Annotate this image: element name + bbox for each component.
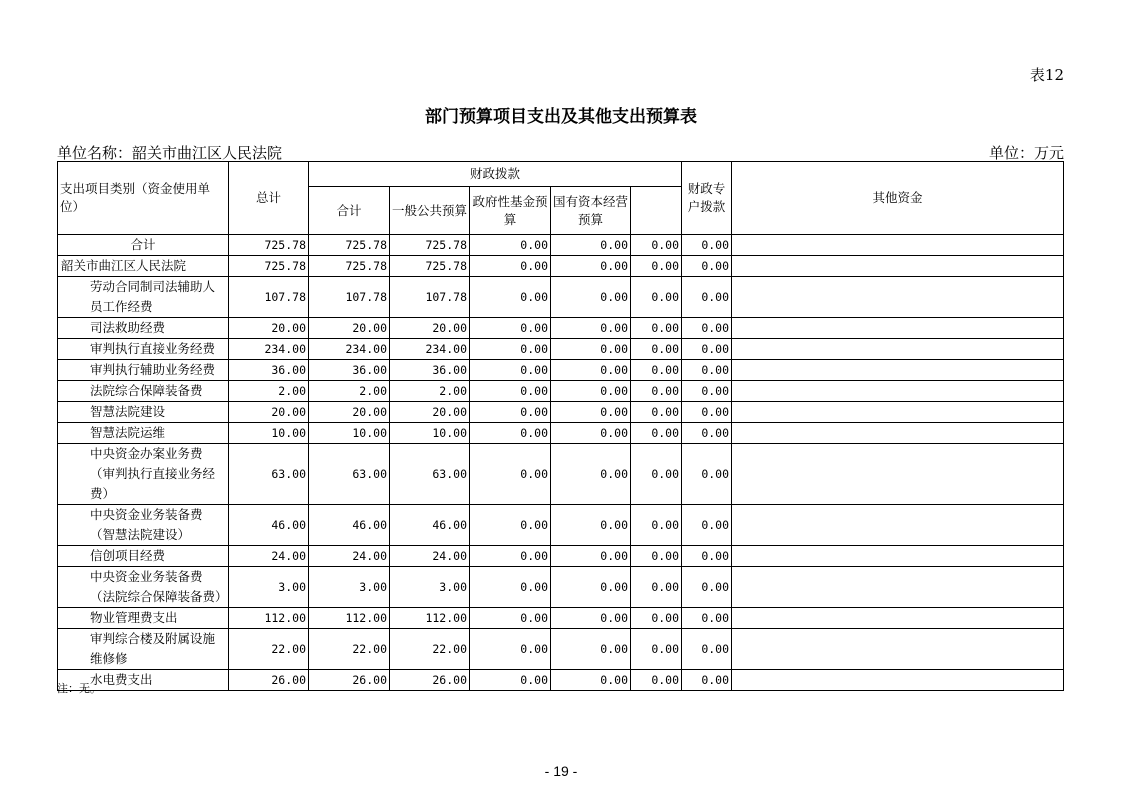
row-other-cell: 0.00 [682, 546, 732, 567]
table-row [58, 505, 1064, 546]
row-state-capital-cell: 0.00 [551, 235, 631, 256]
row-goal-cell [732, 608, 1064, 629]
row-other-cell: 0.00 [682, 318, 732, 339]
row-state-capital-cell: 0.00 [551, 277, 631, 318]
row-total-cell: 26.00 [229, 670, 309, 691]
row-total-cell: 63.00 [229, 444, 309, 505]
row-general-cell: 63.00 [390, 444, 470, 505]
row-goal-cell [732, 235, 1064, 256]
row-subtotal-cell: 46.00 [309, 505, 390, 546]
budget-table [57, 161, 1064, 691]
row-general-cell: 20.00 [390, 402, 470, 423]
row-subtotal-cell: 725.78 [309, 235, 390, 256]
row-state-capital-cell: 0.00 [551, 402, 631, 423]
header-state-capital: 国有资本经营预算 [551, 187, 631, 235]
row-gov-fund-cell: 0.00 [470, 444, 551, 505]
row-gov-fund-cell: 0.00 [470, 318, 551, 339]
row-subtotal-cell: 24.00 [309, 546, 390, 567]
row-general-cell: 107.78 [390, 277, 470, 318]
row-gov-fund-cell: 0.00 [470, 423, 551, 444]
header-category: 支出项目类别（资金使用单位） [58, 162, 229, 235]
row-special-cell: 0.00 [631, 629, 682, 670]
document-title: 部门预算项目支出及其他支出预算表 [425, 107, 697, 127]
row-gov-fund-cell: 0.00 [470, 256, 551, 277]
row-general-cell: 725.78 [390, 256, 470, 277]
row-other-cell: 0.00 [682, 505, 732, 546]
row-total-cell: 234.00 [229, 339, 309, 360]
row-goal-cell [732, 505, 1064, 546]
row-state-capital-cell: 0.00 [551, 423, 631, 444]
row-special-cell: 0.00 [631, 256, 682, 277]
row-category-cell: 审判综合楼及附属设施维修修 [58, 629, 229, 670]
row-category-cell: 审判执行直接业务经费 [58, 339, 229, 360]
row-special-cell: 0.00 [631, 444, 682, 505]
row-total-cell: 3.00 [229, 567, 309, 608]
row-goal-cell [732, 402, 1064, 423]
row-category-cell: 信创项目经费 [58, 546, 229, 567]
row-goal-cell [732, 277, 1064, 318]
row-gov-fund-cell: 0.00 [470, 360, 551, 381]
row-state-capital-cell: 0.00 [551, 546, 631, 567]
row-goal-cell [732, 423, 1064, 444]
header-general-budget: 一般公共预算 [390, 187, 470, 235]
row-total-cell: 107.78 [229, 277, 309, 318]
row-general-cell: 2.00 [390, 381, 470, 402]
row-special-cell: 0.00 [631, 423, 682, 444]
row-category-cell: 物业管理费支出 [58, 608, 229, 629]
table-row [58, 381, 1064, 402]
row-state-capital-cell: 0.00 [551, 256, 631, 277]
row-total-cell: 725.78 [229, 256, 309, 277]
row-category-cell: 审判执行辅助业务经费 [58, 360, 229, 381]
row-other-cell: 0.00 [682, 629, 732, 670]
row-special-cell: 0.00 [631, 608, 682, 629]
row-subtotal-cell: 22.00 [309, 629, 390, 670]
table-row [58, 318, 1064, 339]
row-gov-fund-cell: 0.00 [470, 277, 551, 318]
row-gov-fund-cell: 0.00 [470, 629, 551, 670]
row-category-cell: 法院综合保障装备费 [58, 381, 229, 402]
row-special-cell: 0.00 [631, 339, 682, 360]
row-total-cell: 36.00 [229, 360, 309, 381]
row-subtotal-cell: 234.00 [309, 339, 390, 360]
row-category-cell: 智慧法院运维 [58, 423, 229, 444]
row-other-cell: 0.00 [682, 360, 732, 381]
row-other-cell: 0.00 [682, 277, 732, 318]
table-row [58, 339, 1064, 360]
row-state-capital-cell: 0.00 [551, 381, 631, 402]
row-goal-cell [732, 360, 1064, 381]
row-gov-fund-cell: 0.00 [470, 546, 551, 567]
row-gov-fund-cell: 0.00 [470, 567, 551, 608]
row-state-capital-cell: 0.00 [551, 360, 631, 381]
header-total: 总计 [229, 162, 309, 235]
row-category-cell: 中央资金业务装备费（法院综合保障装备费） [58, 567, 229, 608]
row-state-capital-cell: 0.00 [551, 444, 631, 505]
row-special-cell: 0.00 [631, 670, 682, 691]
row-other-cell: 0.00 [682, 381, 732, 402]
row-category-cell: 合计 [58, 235, 229, 256]
row-other-cell: 0.00 [682, 444, 732, 505]
row-state-capital-cell: 0.00 [551, 670, 631, 691]
table-row [58, 402, 1064, 423]
table-header [58, 162, 1064, 235]
footnote: 注：无。 [57, 682, 101, 695]
table-row [58, 256, 1064, 277]
row-state-capital-cell: 0.00 [551, 629, 631, 670]
row-subtotal-cell: 63.00 [309, 444, 390, 505]
table-row [58, 670, 1064, 691]
row-special-cell: 0.00 [631, 318, 682, 339]
row-special-cell: 0.00 [631, 567, 682, 608]
row-category-cell: 中央资金业务装备费（智慧法院建设） [58, 505, 229, 546]
row-gov-fund-cell: 0.00 [470, 381, 551, 402]
row-special-cell: 0.00 [631, 360, 682, 381]
row-general-cell: 725.78 [390, 235, 470, 256]
row-subtotal-cell: 725.78 [309, 256, 390, 277]
currency-unit-label: 单位：万元 [988, 144, 1064, 162]
table-row [58, 629, 1064, 670]
row-category-cell: 水电费支出 [58, 670, 229, 691]
header-special-transfer: 财政专户拨款 [682, 162, 732, 235]
row-general-cell: 112.00 [390, 608, 470, 629]
row-subtotal-cell: 107.78 [309, 277, 390, 318]
row-general-cell: 24.00 [390, 546, 470, 567]
row-gov-fund-cell: 0.00 [470, 505, 551, 546]
row-subtotal-cell: 10.00 [309, 423, 390, 444]
row-general-cell: 36.00 [390, 360, 470, 381]
row-category-cell: 智慧法院建设 [58, 402, 229, 423]
row-state-capital-cell: 0.00 [551, 567, 631, 608]
table-row [58, 277, 1064, 318]
header-gov-fund: 政府性基金预算 [470, 187, 551, 235]
row-other-cell: 0.00 [682, 608, 732, 629]
row-general-cell: 234.00 [390, 339, 470, 360]
row-category-cell: 中央资金办案业务费（审判执行直接业务经费） [58, 444, 229, 505]
table-row [58, 423, 1064, 444]
row-gov-fund-cell: 0.00 [470, 608, 551, 629]
row-subtotal-cell: 26.00 [309, 670, 390, 691]
row-other-cell: 0.00 [682, 256, 732, 277]
row-state-capital-cell: 0.00 [551, 318, 631, 339]
row-special-cell: 0.00 [631, 546, 682, 567]
row-total-cell: 46.00 [229, 505, 309, 546]
row-total-cell: 725.78 [229, 235, 309, 256]
header-fiscal-group: 财政拨款 [309, 162, 682, 187]
row-goal-cell [732, 629, 1064, 670]
row-subtotal-cell: 2.00 [309, 381, 390, 402]
table-row [58, 360, 1064, 381]
row-goal-cell [732, 670, 1064, 691]
table-row [58, 608, 1064, 629]
row-gov-fund-cell: 0.00 [470, 339, 551, 360]
row-category-cell: 韶关市曲江区人民法院 [58, 256, 229, 277]
row-special-cell: 0.00 [631, 381, 682, 402]
row-total-cell: 112.00 [229, 608, 309, 629]
row-goal-cell [732, 444, 1064, 505]
table-row [58, 444, 1064, 505]
header-fiscal-subtotal: 合计 [309, 187, 390, 235]
row-goal-cell [732, 546, 1064, 567]
row-gov-fund-cell: 0.00 [470, 402, 551, 423]
row-total-cell: 10.00 [229, 423, 309, 444]
row-general-cell: 10.00 [390, 423, 470, 444]
row-total-cell: 20.00 [229, 318, 309, 339]
row-other-cell: 0.00 [682, 339, 732, 360]
row-general-cell: 22.00 [390, 629, 470, 670]
row-subtotal-cell: 20.00 [309, 318, 390, 339]
row-subtotal-cell: 20.00 [309, 402, 390, 423]
row-state-capital-cell: 0.00 [551, 505, 631, 546]
row-goal-cell [732, 256, 1064, 277]
row-total-cell: 24.00 [229, 546, 309, 567]
table-number: 表12 [1029, 66, 1064, 84]
row-subtotal-cell: 112.00 [309, 608, 390, 629]
row-total-cell: 2.00 [229, 381, 309, 402]
row-general-cell: 3.00 [390, 567, 470, 608]
row-special-cell: 0.00 [631, 402, 682, 423]
row-other-cell: 0.00 [682, 235, 732, 256]
row-other-cell: 0.00 [682, 670, 732, 691]
table-body [58, 235, 1064, 691]
header-other-funds: 其他资金 [732, 162, 1064, 235]
unit-name-label: 单位名称：韶关市曲江区人民法院 [57, 144, 283, 162]
row-goal-cell [732, 567, 1064, 608]
table-row [58, 546, 1064, 567]
row-other-cell: 0.00 [682, 402, 732, 423]
row-special-cell: 0.00 [631, 235, 682, 256]
table-row [58, 235, 1064, 256]
row-goal-cell [732, 318, 1064, 339]
row-general-cell: 46.00 [390, 505, 470, 546]
row-subtotal-cell: 36.00 [309, 360, 390, 381]
row-special-cell: 0.00 [631, 277, 682, 318]
row-state-capital-cell: 0.00 [551, 339, 631, 360]
row-goal-cell [732, 381, 1064, 402]
row-category-cell: 司法救助经费 [58, 318, 229, 339]
row-category-cell: 劳动合同制司法辅助人员工作经费 [58, 277, 229, 318]
table-row [58, 567, 1064, 608]
row-total-cell: 20.00 [229, 402, 309, 423]
row-subtotal-cell: 3.00 [309, 567, 390, 608]
row-total-cell: 22.00 [229, 629, 309, 670]
row-gov-fund-cell: 0.00 [470, 235, 551, 256]
row-gov-fund-cell: 0.00 [470, 670, 551, 691]
row-special-cell: 0.00 [631, 505, 682, 546]
row-goal-cell [732, 339, 1064, 360]
row-state-capital-cell: 0.00 [551, 608, 631, 629]
row-other-cell: 0.00 [682, 423, 732, 444]
row-general-cell: 20.00 [390, 318, 470, 339]
row-general-cell: 26.00 [390, 670, 470, 691]
page-number: - 19 - [544, 763, 578, 779]
row-other-cell: 0.00 [682, 567, 732, 608]
